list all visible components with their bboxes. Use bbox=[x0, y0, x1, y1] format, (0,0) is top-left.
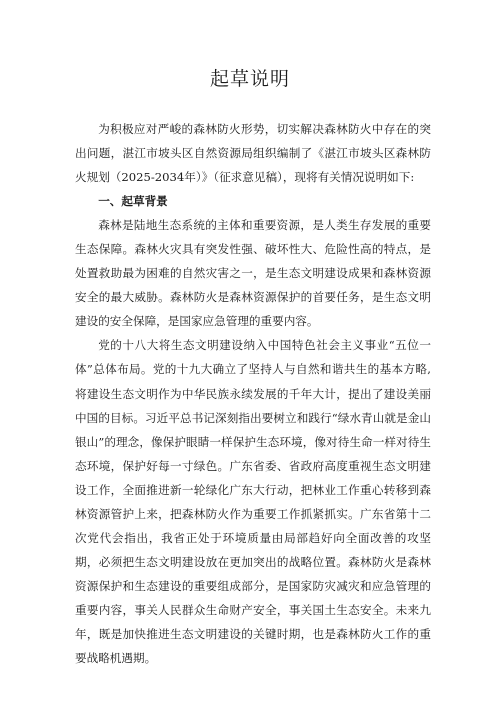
section-heading-background: 一、起草背景 bbox=[98, 194, 168, 209]
document-title: 起草说明 bbox=[209, 68, 290, 90]
document-body bbox=[75, 117, 431, 670]
body-paragraph: 森林是陆地生态系统的主体和重要资源，是人类生存发展的重要生态保障。森林火灾具有突发性强、破坏性大、危险性高的特点，是处置救助最为困难的自然灾害之一，是生态文明建设成果和森林资源安全的最大威胁。森林防火是森林资源保护的首要任务，是生态文明建设的安全保障，是国家应急管理的重要内容。 bbox=[75, 218, 431, 329]
body-paragraph: 党的十八大将生态文明建设纳入中国特色社会主义事业“五位一体”总体布局。党的十九大确立了坚持人与自然和谐共生的基本方略,将建设生态文明作为中华民族永续发展的千年大计，提出了建设美丽中国的目标。习近平总书记深刻指出要树立和践行“绿水青山就是金山银山”的理念，像保护眼睛一样保护生态环境，像对待生命一样对待生态环境，保护好每一寸绿色。广东省委、省政府高度重视生态文明建设工作，全面推进新一轮绿化广东大行动，把林业工作重心转移到森林资源管护上来，把森林防火作为重要工作抓紧抓实。广东省第十二次党代会指出，我省正处于环境质量由局部趋好向全面改善的攻坚期，必须把生态文明建设放在更加突出的战略位置。森林防火是森林资源保护和生态建设的重要组成部分，是国家防灾减灾和应急管理的重要内容，事关人民群众生命财产安全，事关国土生态安全。未来九年，既是加快推进生态文明建设的关键时期，也是森林防火工作的重要战略机遇期。 bbox=[75, 338, 431, 666]
intro-paragraph: 为积极应对严峻的森林防火形势，切实解决森林防火中存在的突出问题，湛江市坡头区自然资源局组织编制了《湛江市坡头区森林防火规划（2025-2034年）》（征求意见稿），现将有关情况说明如下: bbox=[75, 122, 431, 185]
